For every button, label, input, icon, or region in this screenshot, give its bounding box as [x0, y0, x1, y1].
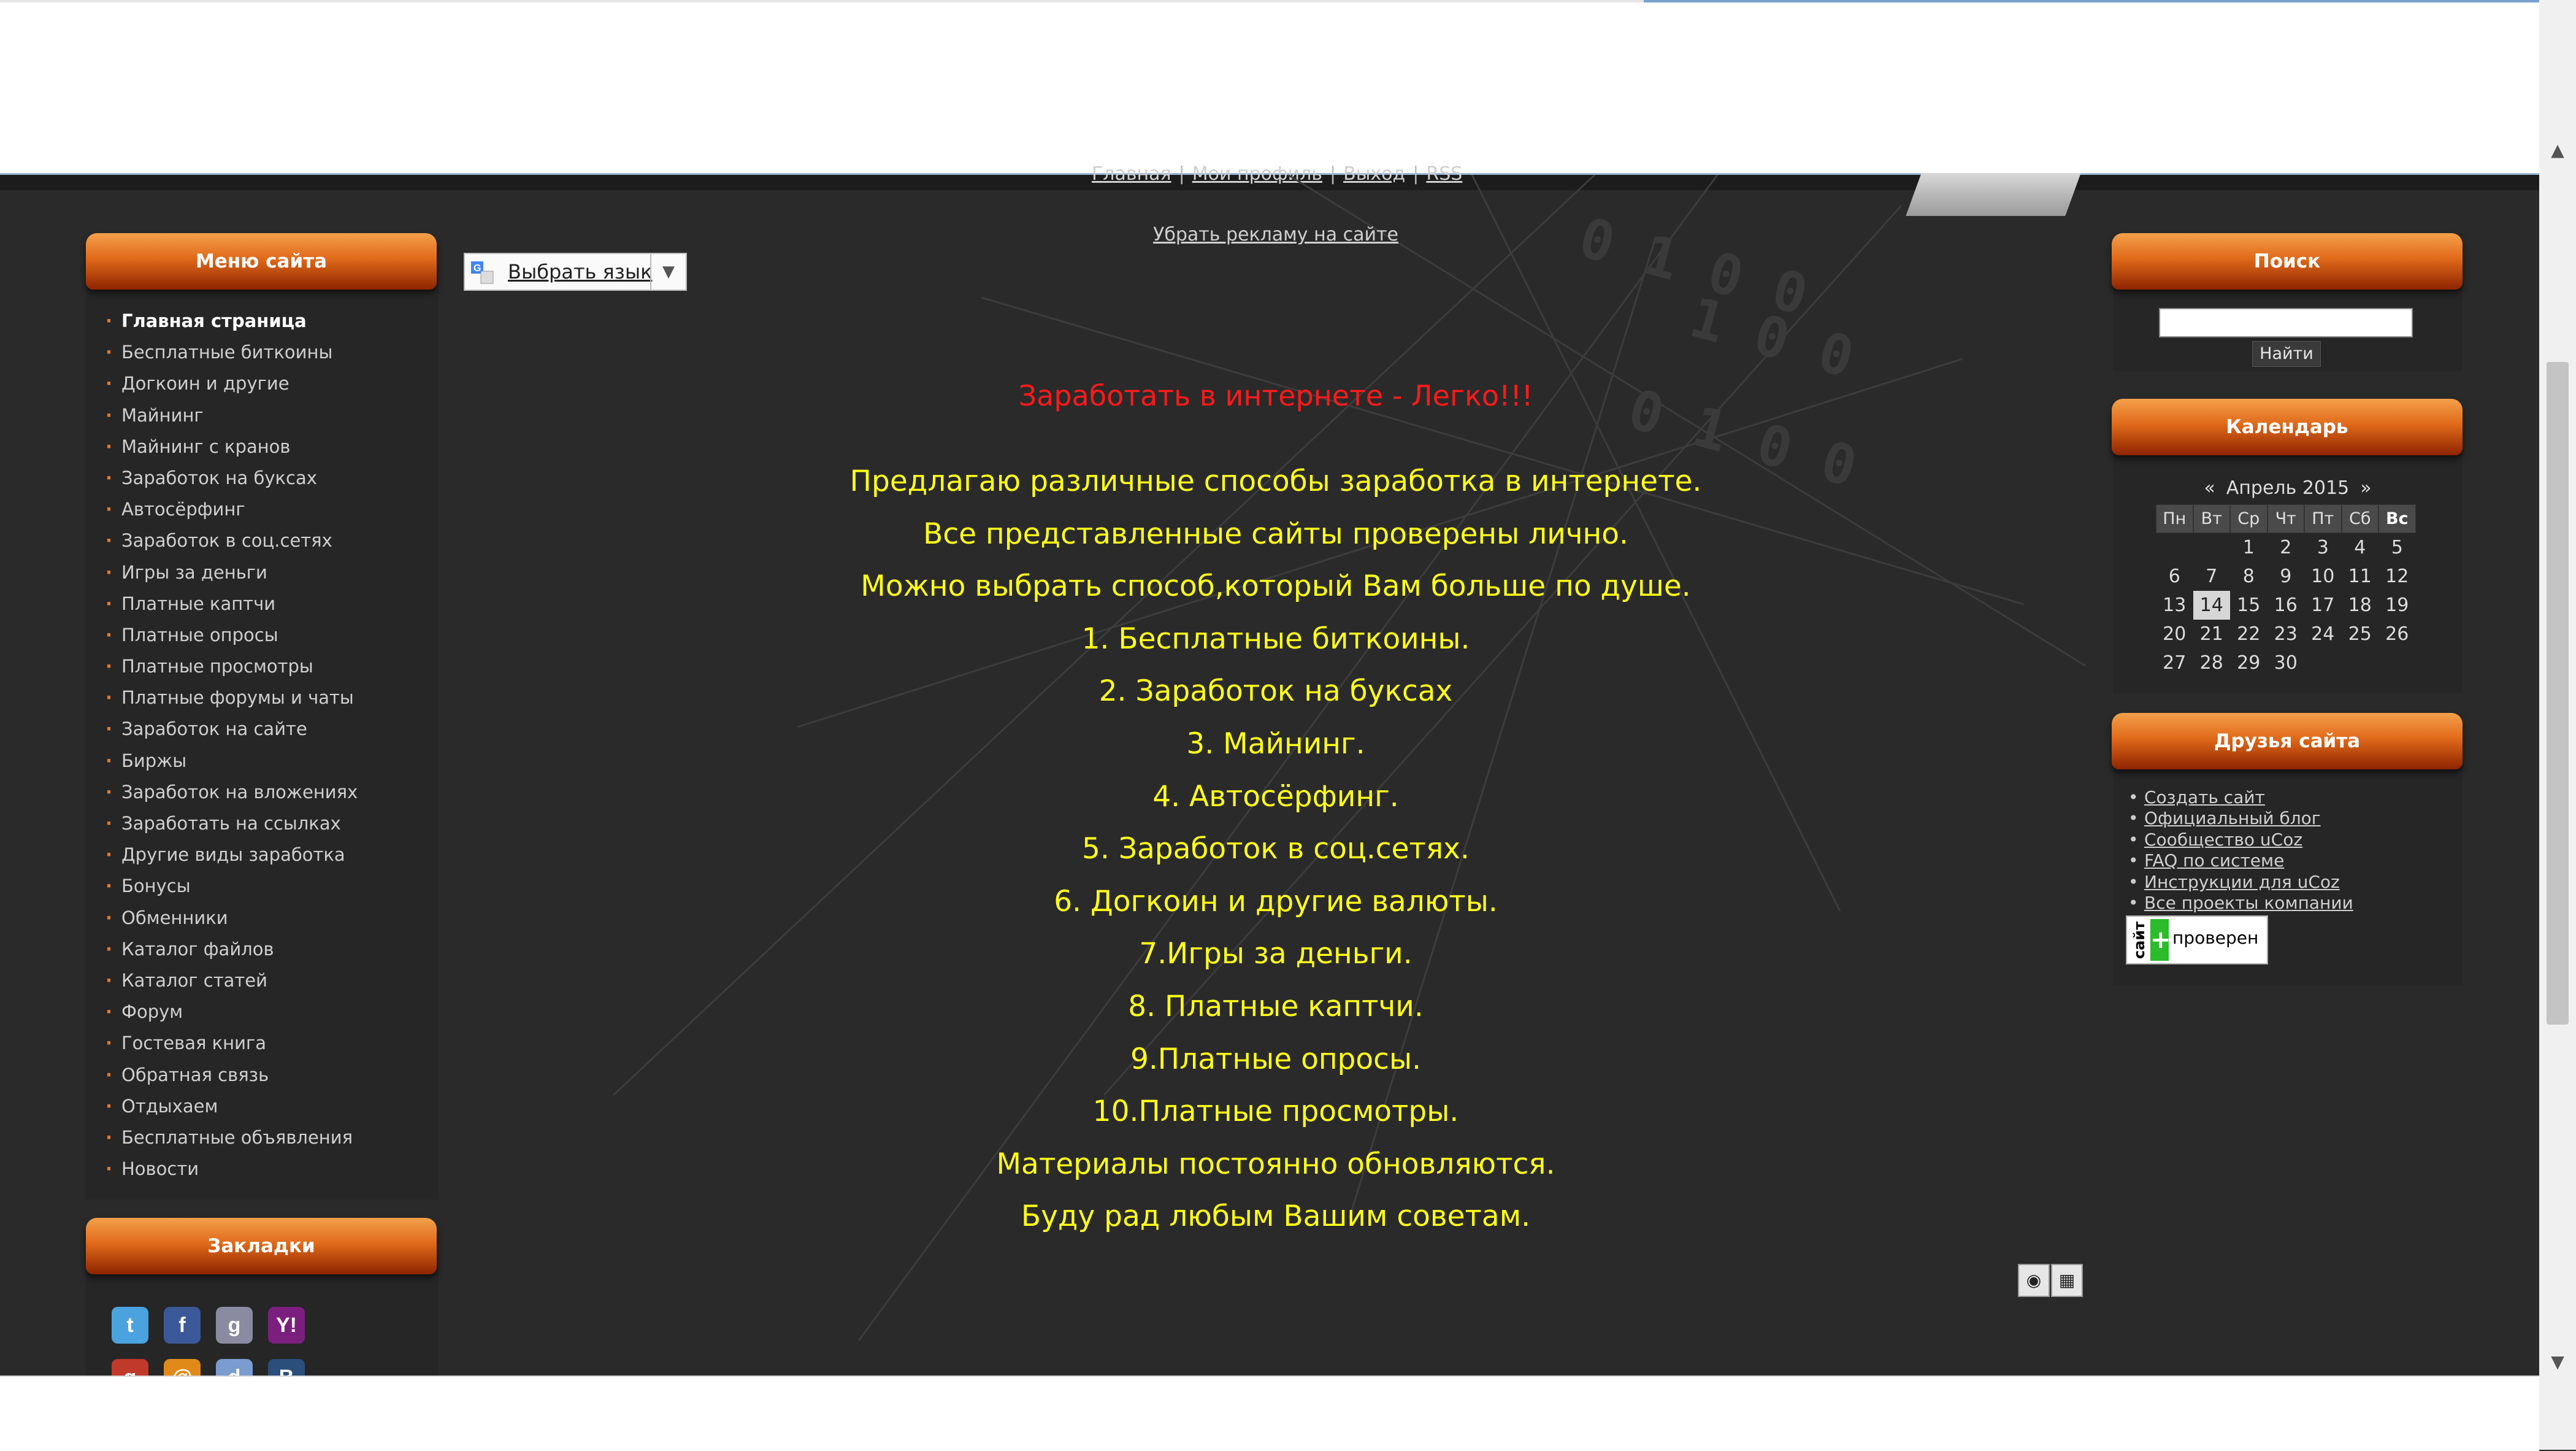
calendar-day[interactable]: 18 [2348, 595, 2372, 616]
calendar-week [2156, 620, 2416, 649]
calendar-day [2342, 649, 2379, 677]
calendar-day[interactable]: 14 [2193, 591, 2231, 620]
menu-item[interactable]: · Каталог файлов [105, 934, 437, 965]
language-selector[interactable] [464, 253, 687, 291]
svg-text:0 1 0 0: 0 1 0 0 [1573, 205, 1814, 328]
friend-link[interactable]: Сообщество uCoz [2144, 829, 2303, 850]
twitter-icon[interactable]: t [112, 1307, 148, 1344]
menu-item[interactable]: · Майнинг [105, 400, 437, 431]
friends-list-item [2128, 808, 2353, 829]
menu-item[interactable]: · Другие виды заработка [105, 839, 437, 871]
menu-item[interactable]: · Бесплатные биткоины [105, 337, 437, 368]
calendar-weekday: Сб [2342, 504, 2379, 533]
badge-site-label: сайт [2131, 921, 2148, 959]
svg-text:1 0 0: 1 0 0 [1683, 285, 1861, 391]
nav-home-link[interactable]: Главная [1092, 163, 1171, 185]
search-title: Поиск [2112, 233, 2463, 290]
friends-list [2128, 787, 2353, 914]
eye-icon[interactable]: ◉ [2018, 1264, 2050, 1297]
menu-item[interactable]: · Бесплатные объявления [105, 1122, 437, 1153]
nav-separator: | [1413, 163, 1419, 185]
calendar-day[interactable]: 8 [2242, 566, 2255, 587]
menu-title: Меню сайта [86, 233, 437, 290]
calendar-weekday: Пн [2156, 504, 2193, 533]
calendar-week [2156, 533, 2416, 562]
qr-code-icon[interactable]: ▦ [2051, 1264, 2083, 1297]
content-line: 5. Заработок в соц.сетях. [1082, 832, 1470, 866]
friends-list-item [2128, 893, 2353, 914]
content-line: 2. Заработок на буксах [1098, 674, 1453, 709]
calendar-weekday: Вт [2193, 504, 2231, 533]
friend-link[interactable]: Официальный блог [2144, 808, 2321, 829]
menu-item[interactable]: · Заработок на сайте [105, 714, 437, 745]
calendar-day[interactable]: 30 [2274, 652, 2298, 674]
calendar-month: Апрель 2015 [2226, 477, 2350, 499]
calendar-day[interactable]: 6 [2168, 566, 2180, 587]
calendar-day[interactable]: 15 [2237, 595, 2261, 616]
header-nav [1092, 163, 1462, 185]
content-line: 6. Догкоин и другие валюты. [1054, 884, 1498, 918]
badge-text: проверен [2172, 928, 2259, 948]
calendar-day [2304, 649, 2342, 677]
search-button[interactable]: Найти [2252, 341, 2321, 367]
calendar-day [2193, 533, 2231, 562]
tab-strip [0, 0, 2539, 2]
calendar-day[interactable]: 16 [2274, 595, 2298, 616]
content-line: Предлагаю различные способы заработка в интернете. [849, 464, 1702, 498]
menu-item[interactable]: · Заработок в соц.сетях [105, 525, 437, 556]
menu-item[interactable]: · Гостевая книга [105, 1028, 437, 1059]
calendar-day[interactable]: 25 [2348, 623, 2372, 645]
calendar-day [2379, 649, 2416, 677]
friends-list-item [2128, 787, 2353, 808]
menu-item[interactable]: · Обратная связь [105, 1060, 437, 1091]
nav-separator: | [1330, 163, 1336, 185]
content-lines [613, 455, 1938, 1243]
calendar-weekday: Ср [2230, 504, 2267, 533]
calendar-day[interactable]: 27 [2163, 652, 2187, 674]
facebook-icon[interactable]: f [164, 1307, 201, 1344]
menu-item[interactable]: · Новости [105, 1153, 437, 1185]
content-line: 9.Платные опросы. [1130, 1042, 1422, 1076]
menu-item[interactable]: · Автосёрфинг [105, 494, 437, 525]
calendar-day[interactable]: 22 [2237, 623, 2261, 645]
calendar-day[interactable]: 12 [2385, 566, 2409, 587]
scroll-down-icon[interactable]: ▼ [2551, 1352, 2564, 1372]
calendar-day[interactable]: 17 [2311, 595, 2335, 616]
content-line: Буду рад любым Вашим советам. [1021, 1199, 1531, 1234]
scrollbar-thumb[interactable] [2547, 362, 2569, 1025]
page-headline: Заработать в интернете - Легко!!! [1018, 379, 1533, 412]
calendar-weekday-row [2156, 504, 2416, 533]
calendar-week [2156, 649, 2416, 677]
menu-item[interactable]: · Заработок на буксах [105, 463, 437, 494]
site-verified-badge[interactable] [2126, 915, 2268, 964]
calendar-day[interactable]: 28 [2199, 652, 2223, 674]
friends-list-item [2128, 872, 2353, 893]
nav-separator: | [1178, 163, 1185, 185]
calendar-prev-link[interactable]: « [2204, 477, 2215, 499]
calendar-grid [2156, 504, 2416, 677]
menu-item[interactable]: · Платные каптчи [105, 588, 437, 620]
calendar-day[interactable]: 19 [2385, 595, 2409, 616]
bookmarks-title: Закладки [86, 1218, 437, 1274]
badge-plus: + [2150, 919, 2169, 961]
calendar-month-nav [2110, 477, 2466, 499]
chevron-down-icon[interactable]: ▼ [650, 254, 686, 290]
calendar-weekday: Пт [2304, 504, 2342, 533]
content-line: 4. Автосёрфинг. [1152, 779, 1399, 814]
yahoo-icon[interactable]: Y! [268, 1307, 305, 1344]
view-controls [2018, 1264, 2085, 1297]
nav-profile-link[interactable]: Мои профиль [1192, 163, 1322, 185]
calendar-week [2156, 562, 2416, 591]
menu-item[interactable]: · Игры за деньги [105, 557, 437, 588]
calendar-day [2156, 533, 2193, 562]
calendar-week [2156, 591, 2416, 620]
calendar-day[interactable]: 21 [2199, 623, 2223, 645]
browser-bottom-area [0, 1376, 2539, 1451]
calendar-day[interactable]: 24 [2311, 623, 2335, 645]
calendar-day[interactable]: 10 [2311, 566, 2335, 587]
menu-item[interactable]: · Каталог статей [105, 965, 437, 996]
content-line: 1. Бесплатные биткоины. [1081, 622, 1470, 656]
calendar-day[interactable]: 1 [2242, 537, 2255, 558]
friend-link[interactable]: FAQ по системе [2144, 850, 2285, 871]
menu-item[interactable]: · Платные опросы [105, 620, 437, 651]
content-line: 8. Платные каптчи. [1128, 989, 1424, 1023]
calendar-day[interactable]: 4 [2354, 537, 2366, 558]
svg-text:0 1 0 0: 0 1 0 0 [1622, 377, 1863, 500]
svg-text:G: G [473, 263, 481, 274]
content-line: 3. Майнинг. [1186, 726, 1365, 761]
calendar-day[interactable]: 2 [2280, 537, 2292, 558]
remove-ads-link[interactable]: Убрать рекламу на сайте [1153, 224, 1398, 245]
search-input[interactable] [2159, 308, 2413, 337]
menu-item[interactable]: · Биржы [105, 745, 437, 777]
calendar-day[interactable]: 7 [2206, 566, 2218, 587]
content-line: Можно выбрать способ,который Вам больше по душе. [861, 569, 1691, 604]
friends-list-item [2128, 850, 2353, 871]
menu-item[interactable]: · Заработать на ссылках [105, 808, 437, 839]
browser-top-area [0, 0, 2539, 175]
header-monitor-graphic [1906, 173, 2080, 216]
google-translate-icon [470, 260, 494, 285]
nav-rss-link[interactable]: RSS [1426, 163, 1463, 185]
calendar-day[interactable]: 5 [2391, 537, 2403, 558]
menu-item[interactable]: · Обменники [105, 903, 437, 934]
friend-link[interactable]: Инструкции для uCoz [2144, 871, 2340, 892]
menu-item[interactable]: · Догкоин и другие [105, 368, 437, 399]
menu-item[interactable]: · Бонусы [105, 871, 437, 902]
menu-item[interactable]: · Главная страница [105, 306, 437, 337]
friends-list-item [2128, 829, 2353, 850]
content-line: 10.Платные просмотры. [1092, 1095, 1459, 1129]
calendar-day[interactable]: 13 [2163, 595, 2187, 616]
calendar-day[interactable]: 11 [2348, 566, 2372, 587]
calendar-title: Календарь [2112, 399, 2463, 455]
calendar-weekday: Вс [2379, 504, 2416, 533]
friends-title: Друзья сайта [2112, 713, 2463, 769]
active-tab-indicator[interactable] [1644, 0, 2539, 2]
page-scrollbar[interactable] [2539, 0, 2576, 1450]
menu-item[interactable]: · Платные просмотры [105, 651, 437, 682]
content-line: Все представленные сайты проверены лично. [923, 517, 1628, 551]
google-icon[interactable]: g [216, 1307, 253, 1344]
friend-link[interactable]: Создать сайт [2144, 787, 2265, 807]
calendar-day[interactable]: 3 [2317, 537, 2329, 558]
scroll-up-icon[interactable]: ▲ [2551, 140, 2564, 160]
calendar-next-link[interactable]: » [2360, 477, 2372, 499]
calendar-weekday: Чт [2267, 504, 2305, 533]
language-label: Выбрать язык [508, 260, 653, 283]
calendar-day[interactable]: 20 [2163, 623, 2187, 645]
content-line: Материалы постоянно обновляются. [996, 1147, 1555, 1181]
menu-item[interactable]: · Форум [105, 996, 437, 1028]
calendar-day[interactable]: 23 [2274, 623, 2298, 645]
menu-item[interactable]: · Заработок на вложениях [105, 777, 437, 808]
menu-item[interactable]: · Платные форумы и чаты [105, 682, 437, 714]
nav-logout-link[interactable]: Выход [1343, 163, 1406, 185]
menu-item[interactable]: · Майнинг с кранов [105, 431, 437, 463]
menu-item[interactable]: · Отдыхаем [105, 1091, 437, 1122]
content-line: 7.Игры за деньги. [1139, 937, 1413, 971]
site-menu-list [105, 306, 437, 1185]
main-content [613, 368, 1938, 1243]
calendar-day[interactable]: 29 [2237, 652, 2261, 674]
calendar-day[interactable]: 26 [2385, 623, 2409, 645]
friend-link[interactable]: Все проекты компании [2144, 892, 2353, 913]
calendar-day[interactable]: 9 [2280, 566, 2292, 587]
